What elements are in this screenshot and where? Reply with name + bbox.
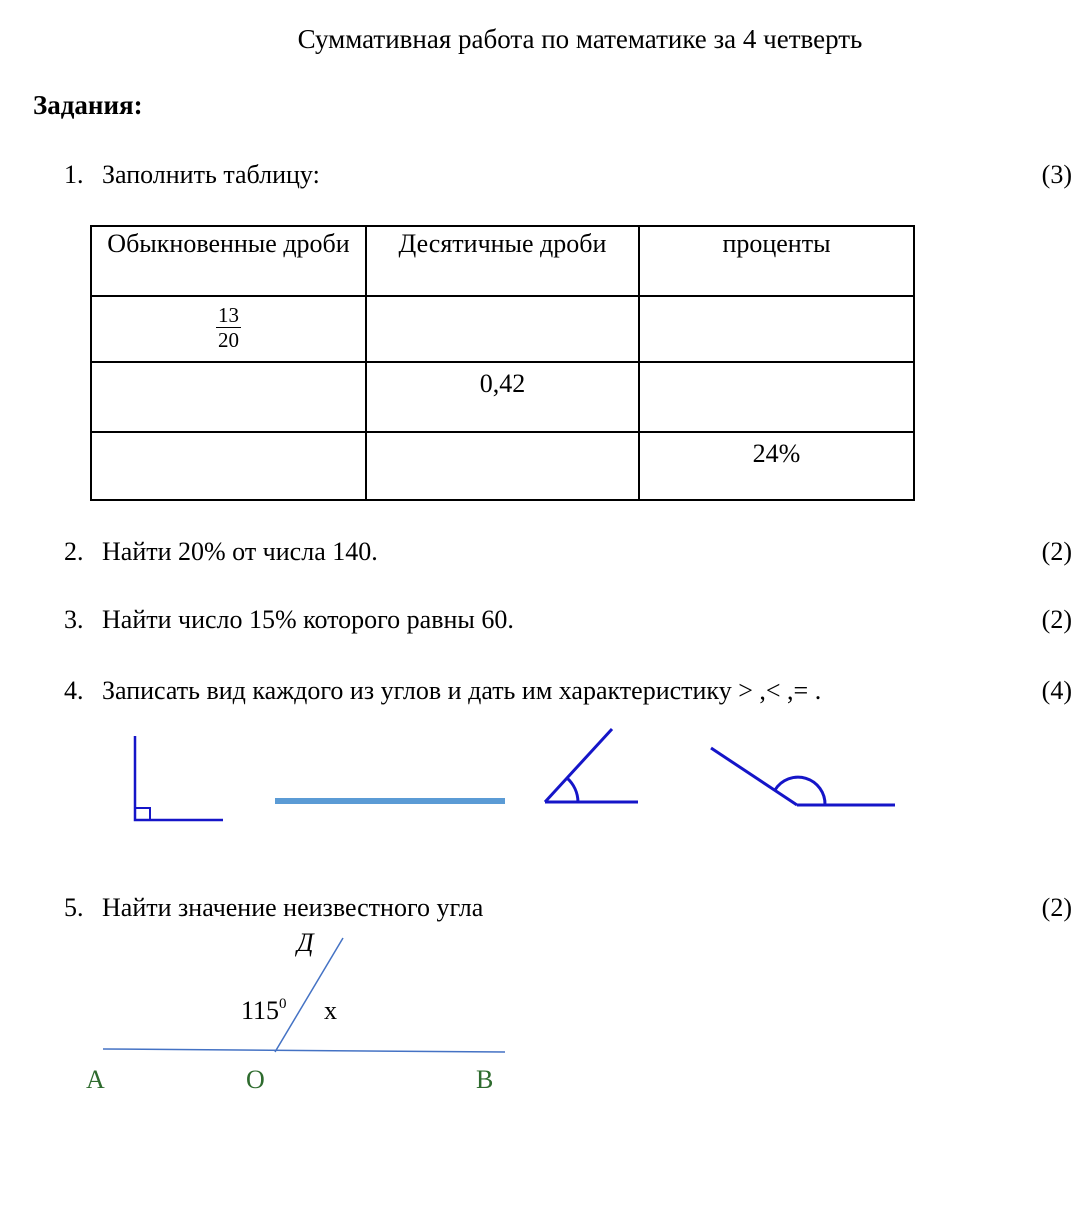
point-o-label: O [246, 1065, 265, 1094]
page-title: Суммативная работа по математике за 4 четверть [297, 24, 863, 54]
obtuse-angle-figure [711, 748, 895, 805]
header-decimal-fractions: Десятичные дроби [366, 226, 639, 296]
fraction-numerator: 13 [218, 303, 239, 327]
point-a-label: A [86, 1065, 105, 1094]
task-4-points: (4) [1041, 676, 1072, 705]
acute-angle-figure [545, 729, 638, 802]
task-2-points: (2) [1041, 537, 1072, 566]
cell-percent: 24% [639, 432, 914, 500]
unknown-angle-x: x [324, 996, 337, 1025]
task-1-points: (3) [1041, 160, 1072, 189]
task-2-number: 2. [64, 537, 84, 566]
task-4-number: 4. [64, 676, 84, 705]
fraction-denominator: 20 [218, 328, 239, 352]
angle-115-label: $115^0$ [241, 996, 287, 1025]
line-ab [103, 1049, 505, 1052]
task-5-number: 5. [64, 893, 84, 922]
task-3-points: (2) [1041, 605, 1072, 634]
label-d: Д [297, 928, 314, 957]
right-angle-figure [135, 736, 223, 820]
tasks-heading: Задания: [33, 90, 143, 120]
task-2-text: Найти 20% от числа 140. [102, 537, 378, 566]
geometry-figure [86, 928, 505, 1094]
task-4-text: Записать вид каждого из углов и дать им характеристику > ,< ,= . [102, 676, 822, 705]
task-1-number: 1. [64, 160, 84, 189]
header-common-fractions: Обыкновенные дроби [91, 226, 366, 296]
task-3-text: Найти число 15% которого равны 60. [102, 605, 514, 634]
cell-decimal: 0,42 [366, 362, 639, 432]
task-1-text: Заполнить таблицу: [102, 160, 320, 189]
point-b-label: B [476, 1065, 494, 1094]
task-5-points: (2) [1041, 893, 1072, 922]
task-5-text: Найти значение неизвестного угла [102, 893, 484, 922]
header-percents: проценты [639, 226, 914, 296]
task-3-number: 3. [64, 605, 84, 634]
